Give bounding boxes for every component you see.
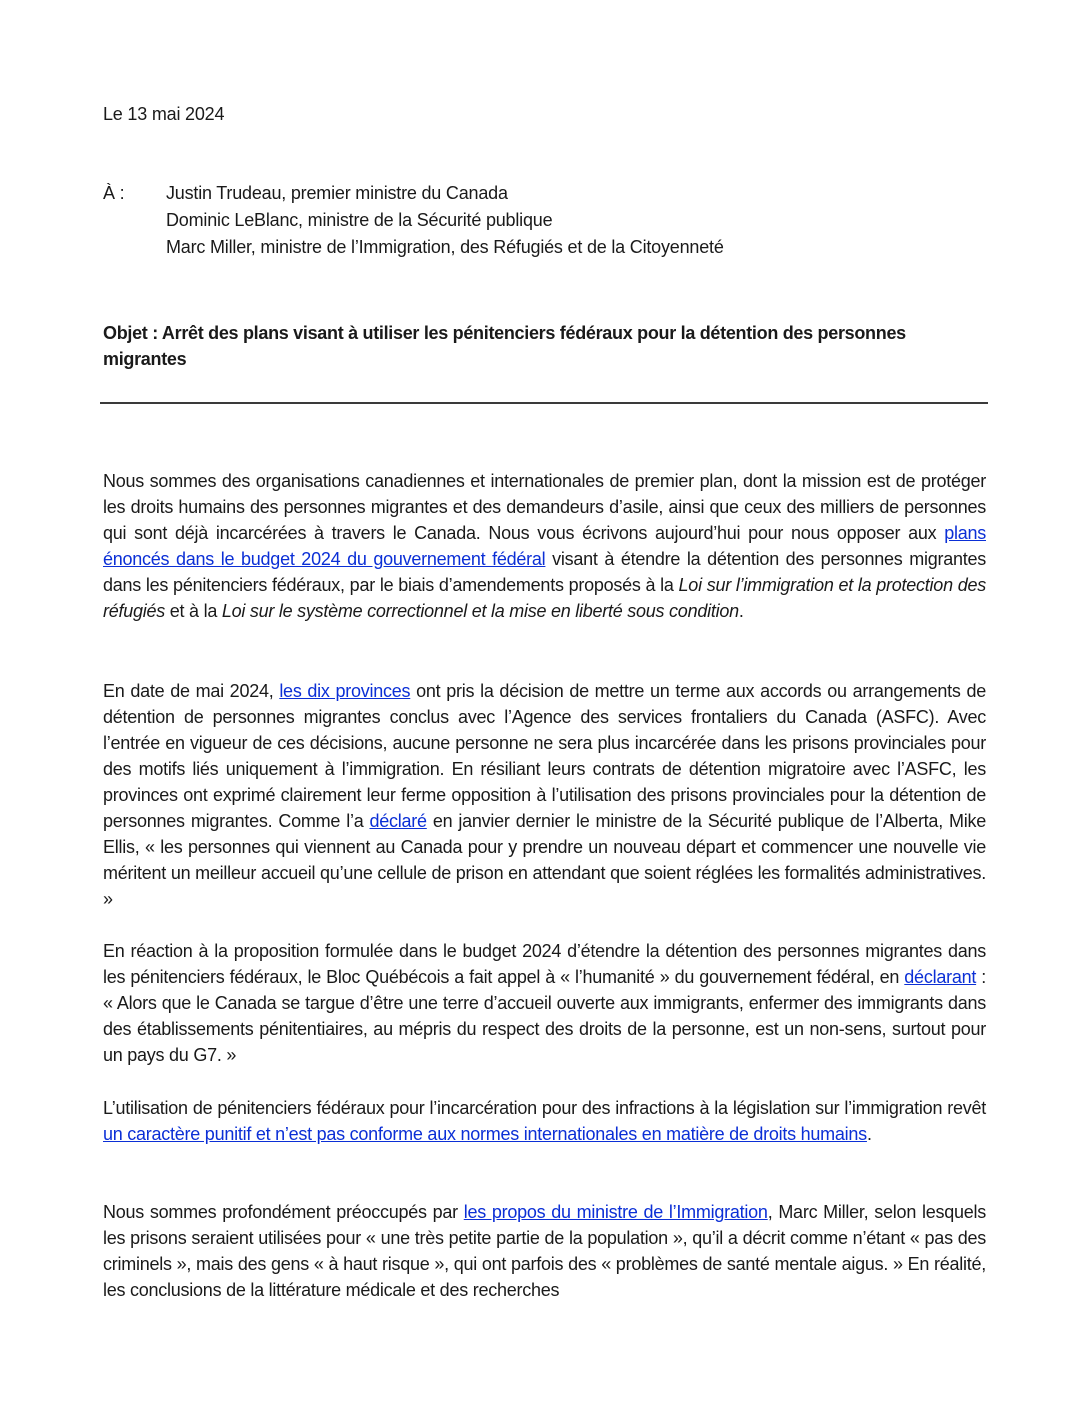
budget-2024-link[interactable]: plans énoncés dans le budget 2024 du gouvernement fédéral	[103, 523, 986, 569]
paragraph-3	[103, 938, 986, 1068]
paragraph-1	[103, 468, 986, 624]
recipient-line: Justin Trudeau, premier ministre du Canada	[166, 183, 508, 203]
paragraph-2	[103, 678, 986, 912]
paragraph-text: En réaction à la proposition formulée dans le budget 2024 d’étendre la détention des personnes migrantes dans les pénitenciers fédéraux, le Bloc Québécois a fait appel à « l’humanité » du gouvernement fédéral, en	[103, 941, 986, 987]
paragraph-text: ont pris la décision de mettre un terme aux accords ou arrangements de détention de personnes migrantes conclus avec l’Agence des services frontaliers du Canada (ASFC). Avec l’entrée en vigueur de ces décisions, aucune personne ne sera plus incarcérée dans les prisons provinciales pour des motifs liés uniquement à l’immigration. En résiliant leurs contrats de détention migratoire avec l’ASFC, les provinces ont exprimé clairement leur ferme opposition à l’utilisation des prisons provinciales pour la détention de personnes migrantes. Comme l’a	[103, 681, 986, 831]
punitive-character-link[interactable]: un caractère punitif et n’est pas conforme aux normes internationales en matière de droits humains	[103, 1124, 867, 1144]
recipient-line: Marc Miller, ministre de l’Immigration, des Réfugiés et de la Citoyenneté	[166, 237, 724, 257]
paragraph-text: En date de mai 2024,	[103, 681, 280, 701]
paragraph-text: : « Alors que le Canada se targue d’être une terre d’accueil ouverte aux immigrants, enfermer des immigrants dans des établissements pénitentiaires, au mépris du respect des droits de la personne, est un non-sens, surtout pour un pays du G7. »	[103, 967, 986, 1065]
ten-provinces-link[interactable]: les dix provinces	[279, 681, 411, 701]
subject-heading: Objet : Arrêt des plans visant à utiliser les pénitenciers fédéraux pour la détention des personnes migrantes	[103, 323, 906, 369]
declaring-link[interactable]: déclarant	[904, 967, 977, 987]
paragraph-4	[103, 1095, 986, 1147]
paragraph-text: et à la	[165, 601, 222, 621]
letter-date: Le 13 mai 2024	[103, 104, 225, 124]
paragraph-text: Nous sommes profondément préoccupés par	[103, 1202, 464, 1222]
minister-remarks-link[interactable]: les propos du ministre de l’Immigration	[463, 1202, 768, 1222]
law-title-irpa: Loi sur l’immigration et la protection des réfugiés	[103, 575, 986, 621]
paragraph-text: .	[866, 1124, 872, 1144]
law-title-ccra: Loi sur le système correctionnel et la mise en liberté sous condition	[221, 601, 739, 621]
paragraph-text: visant à étendre la détention des personnes migrantes dans les pénitenciers fédéraux, par le biais d’amendements proposés à la	[103, 549, 986, 595]
recipient-line: Dominic LeBlanc, ministre de la Sécurité publique	[166, 210, 553, 230]
paragraph-text: L’utilisation de pénitenciers fédéraux pour l’incarcération pour des infractions à la législation sur l’immigration revêt	[103, 1098, 986, 1118]
paragraph-text: .	[738, 601, 744, 621]
paragraph-text: , Marc Miller, selon lesquels les prisons seraient utilisées pour « une très petite partie de la population », qu’il a décrit comme n’étant « pas des criminels », mais des gens « à haut risque », qui ont parfois des « problèmes de santé mentale aigus. » En réalité, les conclusions de la littérature médicale et des recherches	[103, 1202, 986, 1300]
paragraph-text: Nous sommes des organisations canadiennes et internationales de premier plan, dont la mission est de protéger les droits humains des personnes migrantes et des demandeurs d’asile, ainsi que ceux des milliers de personnes qui sont déjà incarcérées à travers le Canada. Nous vous écrivons aujourd’hui pour nous opposer aux	[103, 471, 986, 543]
paragraph-5	[103, 1199, 986, 1303]
to-label: À :	[103, 183, 125, 203]
declared-link[interactable]: déclaré	[369, 811, 427, 831]
horizontal-divider	[100, 402, 988, 404]
paragraph-text: en janvier dernier le ministre de la Sécurité publique de l’Alberta, Mike Ellis, « les personnes qui viennent au Canada pour y prendre un nouveau départ et commencer une nouvelle vie méritent un meilleur accueil qu’une cellule de prison en attendant que soient réglées les formalités administratives. »	[103, 811, 986, 909]
